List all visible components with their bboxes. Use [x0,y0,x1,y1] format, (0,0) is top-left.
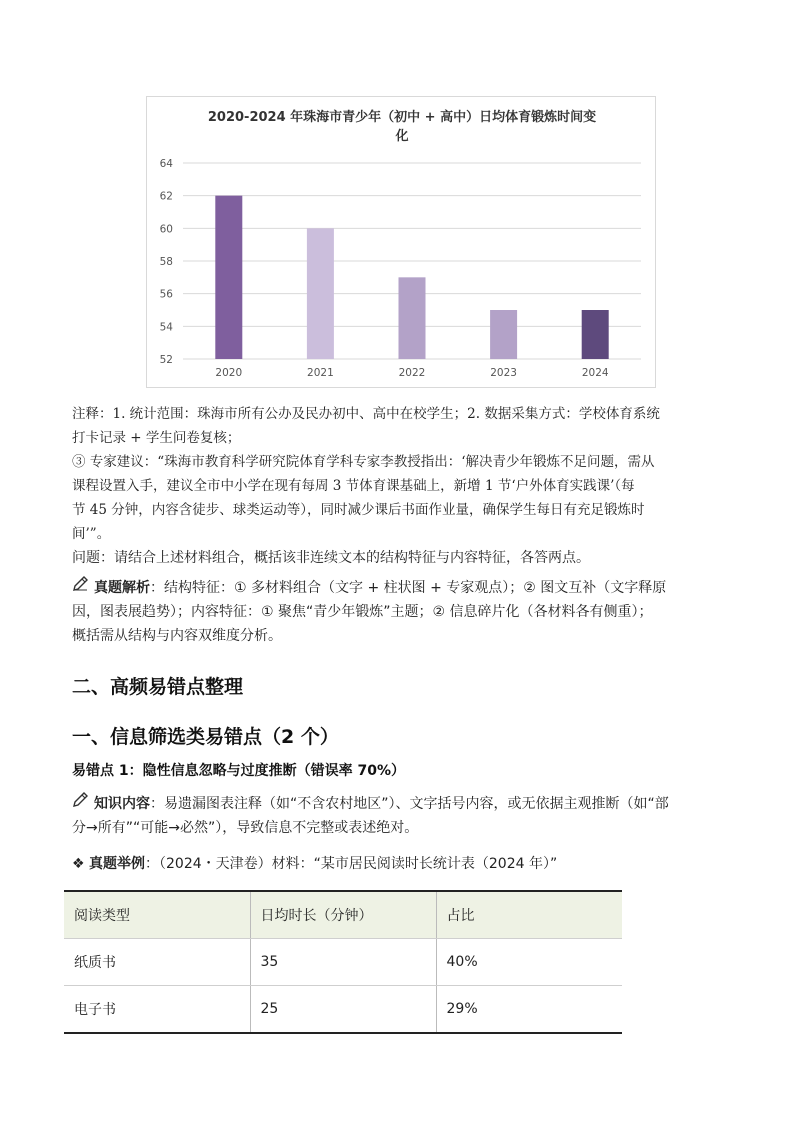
analysis-text: 概括需从结构与内容双维度分析。 [72,628,282,644]
table-cell: 35 [250,939,436,986]
pencil-icon [72,576,90,600]
chart-canvas [147,97,657,389]
x-tick-label: 2020 [215,367,243,379]
note-line: 节 45 分钟，内容含徒步、球类运动等），同时减少课后书面作业量，确保学生每日有充足锻炼时 [72,502,645,518]
error-point-title: 易错点 1：隐性信息忽略与过度推断（错误率 70%） [72,763,405,779]
x-tick-label: 2022 [398,367,426,379]
x-tick-label: 2021 [307,367,334,379]
chart-title: 2020-2024 年珠海市青少年（初中 + 高中）日均体育锻炼时间变 [207,110,597,125]
y-tick-label: 52 [159,354,173,366]
column-header: 占比 [436,891,622,939]
y-tick-label: 58 [159,256,173,268]
pen-icon [72,792,90,816]
bar-2024 [582,310,609,359]
bar-2022 [399,277,426,359]
note-line: 课程设置入手，建议全市中小学在现有每周 3 节体育课基础上，新增 1 节‘户外体育实践课’（每 [72,478,635,494]
knowledge-text: ：易遗漏图表注释（如“不含农村地区”）、文字括号内容，或无依据主观推断（如“部 [150,796,669,812]
y-tick-label: 54 [159,321,173,334]
x-tick-label: 2024 [581,367,609,379]
table-cell: 40% [436,939,622,986]
diamond-bullet-icon: ❖ [72,856,85,872]
knowledge-block [72,792,732,840]
example-label: 真题举例 [89,856,146,872]
y-tick-label: 60 [159,223,173,236]
reading-time-table [64,890,622,1034]
column-header: 阅读类型 [64,891,250,939]
note-line: 打卡记录 + 学生问卷复核； [72,430,241,446]
chart-notes [72,402,732,546]
knowledge-text: 分→所有”“可能→必然”），导致信息不完整或表述绝对。 [72,820,419,836]
table-row [64,939,622,986]
column-header: 日均时长（分钟） [250,891,436,939]
note-line: 注释：1. 统计范围：珠海市所有公办及民办初中、高中在校学生；2. 数据采集方式：学校体育系统 [72,406,660,422]
note-line: ③ 专家建议：“珠海市教育科学研究院体育学科专家李教授指出：‘解决青少年锻炼不足问题，需从 [72,454,655,470]
table-header-row [64,891,622,939]
y-tick-label: 62 [159,190,173,203]
table-row [64,986,622,1034]
analysis-label: 真题解析 [94,580,150,596]
x-tick-label: 2023 [490,367,517,379]
table-cell: 纸质书 [64,939,250,986]
table-cell: 29% [436,986,622,1034]
example-line [72,852,732,876]
analysis-block [72,576,732,648]
table-cell: 电子书 [64,986,250,1034]
note-line: 间’”。 [72,526,111,542]
question-text: 问题：请结合上述材料组合，概括该非连续文本的结构特征与内容特征，各答两点。 [72,550,590,566]
knowledge-label: 知识内容 [94,796,150,812]
analysis-text: 因，图表展趋势）；内容特征：① 聚焦“青少年锻炼”主题；② 信息碎片化（各材料各有侧重）； [72,604,653,620]
y-tick-label: 56 [159,288,173,301]
table-cell: 25 [250,986,436,1034]
bar-2020 [215,196,242,359]
bar-2021 [307,228,334,359]
analysis-text: ：结构特征：① 多材料组合（文字 + 柱状图 + 专家观点）；② 图文互补（文字释原 [150,580,667,596]
section-title: 二、高频易错点整理 [72,676,244,698]
example-text: ：（2024・天津卷）材料：“某市居民阅读时长统计表（2024 年）” [145,856,558,872]
bar-chart [146,96,656,388]
chart-title-continued: 化 [395,129,409,144]
bar-2023 [490,310,517,359]
y-tick-label: 64 [159,158,173,170]
subsection-title: 一、信息筛选类易错点（2 个） [72,726,339,748]
